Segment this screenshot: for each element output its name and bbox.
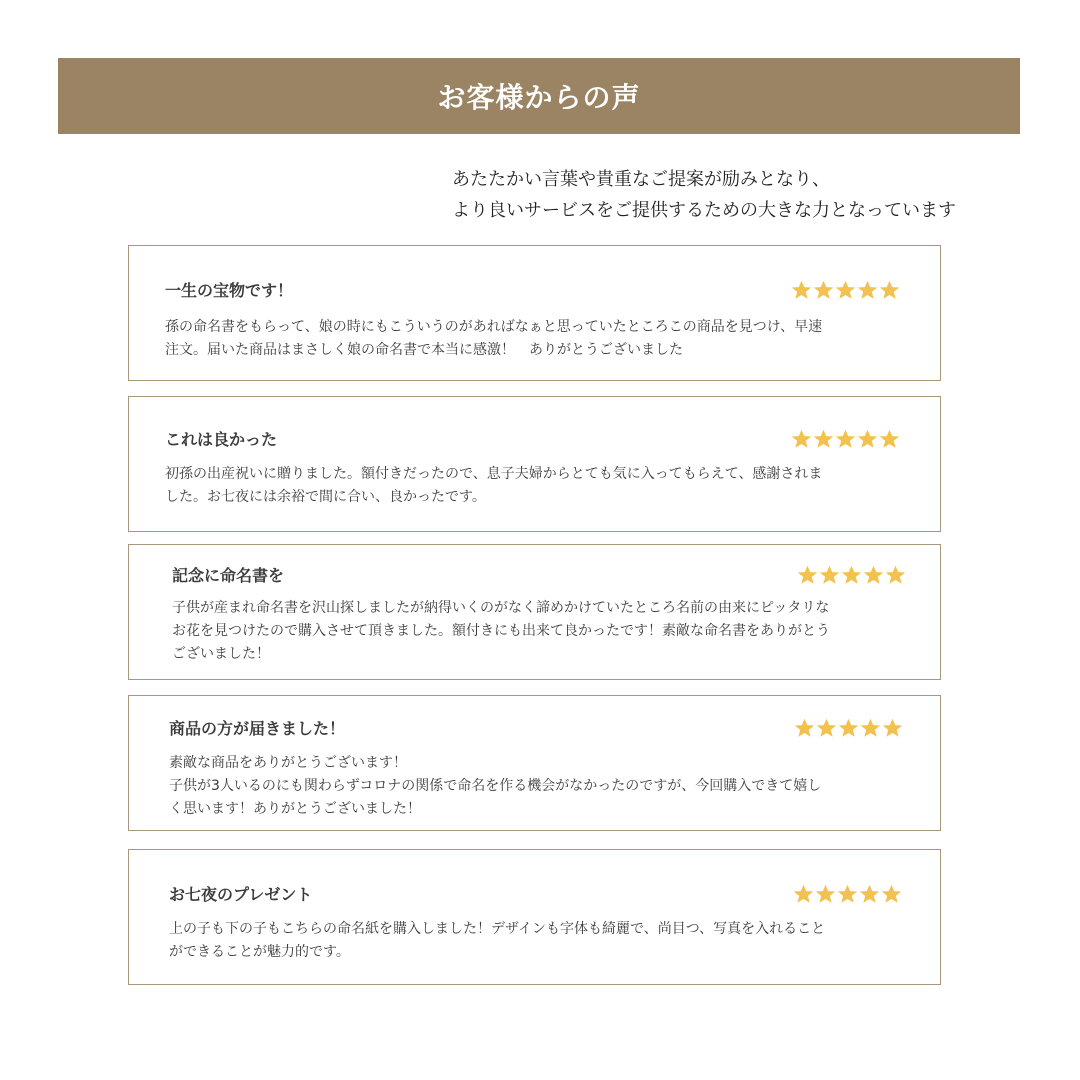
review-body: 初孫の出産祝いに贈りました。額付きだったので、息子夫婦からとても気に入ってもらえて、感謝されま した。お七夜には余裕で間に合い、良かったです。 (165, 466, 823, 505)
header-banner (58, 58, 1020, 134)
star-icon (841, 565, 862, 585)
star-icon (860, 718, 881, 738)
star-rating (791, 429, 900, 449)
star-icon (879, 280, 900, 300)
star-rating (797, 565, 906, 585)
star-icon (879, 429, 900, 449)
review-card (128, 245, 941, 381)
star-icon (857, 429, 878, 449)
review-title: 商品の方が届きました！ (169, 719, 346, 738)
star-icon (815, 884, 836, 904)
star-icon (793, 884, 814, 904)
star-icon (857, 280, 878, 300)
star-icon (881, 884, 902, 904)
intro-line-1: あたたかい言葉や貴重なご提案が励みとなり、 (452, 169, 830, 190)
review-body: 上の子も下の子もこちらの命名紙を購入しました！デザインも字体も綺麗で、尚目つ、写真を入れること ができることが魅力的です。 (169, 921, 826, 960)
intro-line-2: より良いサービスをご提供するための大きな力となっています (452, 200, 956, 221)
review-body: 素敵な商品をありがとうございます！ 子供が3人いるのにも関わらずコロナの関係で命名を作る機会がなかったのですが、今回購入できて嬉し く思います！ありがとうございました！ (169, 755, 822, 817)
star-icon (813, 280, 834, 300)
review-body: 孫の命名書をもらって、娘の時にもこういうのがあればなぁと思っていたところこの商品を見つけ、早速 注文。届いた商品はまさしく娘の命名書で本当に感激！ ありがとうございました (165, 319, 823, 358)
review-title: 記念に命名書を (172, 566, 285, 585)
review-title: 一生の宝物です！ (165, 281, 294, 300)
star-rating (791, 280, 900, 300)
star-icon (797, 565, 818, 585)
star-icon (791, 280, 812, 300)
review-card (128, 849, 941, 985)
star-rating (793, 884, 902, 904)
star-icon (882, 718, 903, 738)
star-icon (791, 429, 812, 449)
star-icon (813, 429, 834, 449)
review-card (128, 396, 941, 532)
star-icon (835, 280, 856, 300)
star-icon (835, 429, 856, 449)
intro-text (452, 164, 1052, 226)
review-body: 子供が産まれ命名書を沢山探しましたが納得いくのがなく諦めかけていたところ名前の由来にピッタリな お花を見つけたので購入させて頂きました。額付きにも出来て良かったです！素敵な命名書をありがとう ございました！ (172, 600, 830, 662)
star-icon (819, 565, 840, 585)
star-icon (859, 884, 880, 904)
star-icon (794, 718, 815, 738)
star-rating (794, 718, 903, 738)
star-icon (863, 565, 884, 585)
review-title: これは良かった (165, 430, 278, 449)
review-title: お七夜のプレゼント (169, 885, 313, 904)
star-icon (816, 718, 837, 738)
review-card (128, 544, 941, 680)
review-card (128, 695, 941, 831)
star-icon (838, 718, 859, 738)
page-title: お客様からの声 (437, 81, 641, 114)
star-icon (837, 884, 858, 904)
star-icon (885, 565, 906, 585)
